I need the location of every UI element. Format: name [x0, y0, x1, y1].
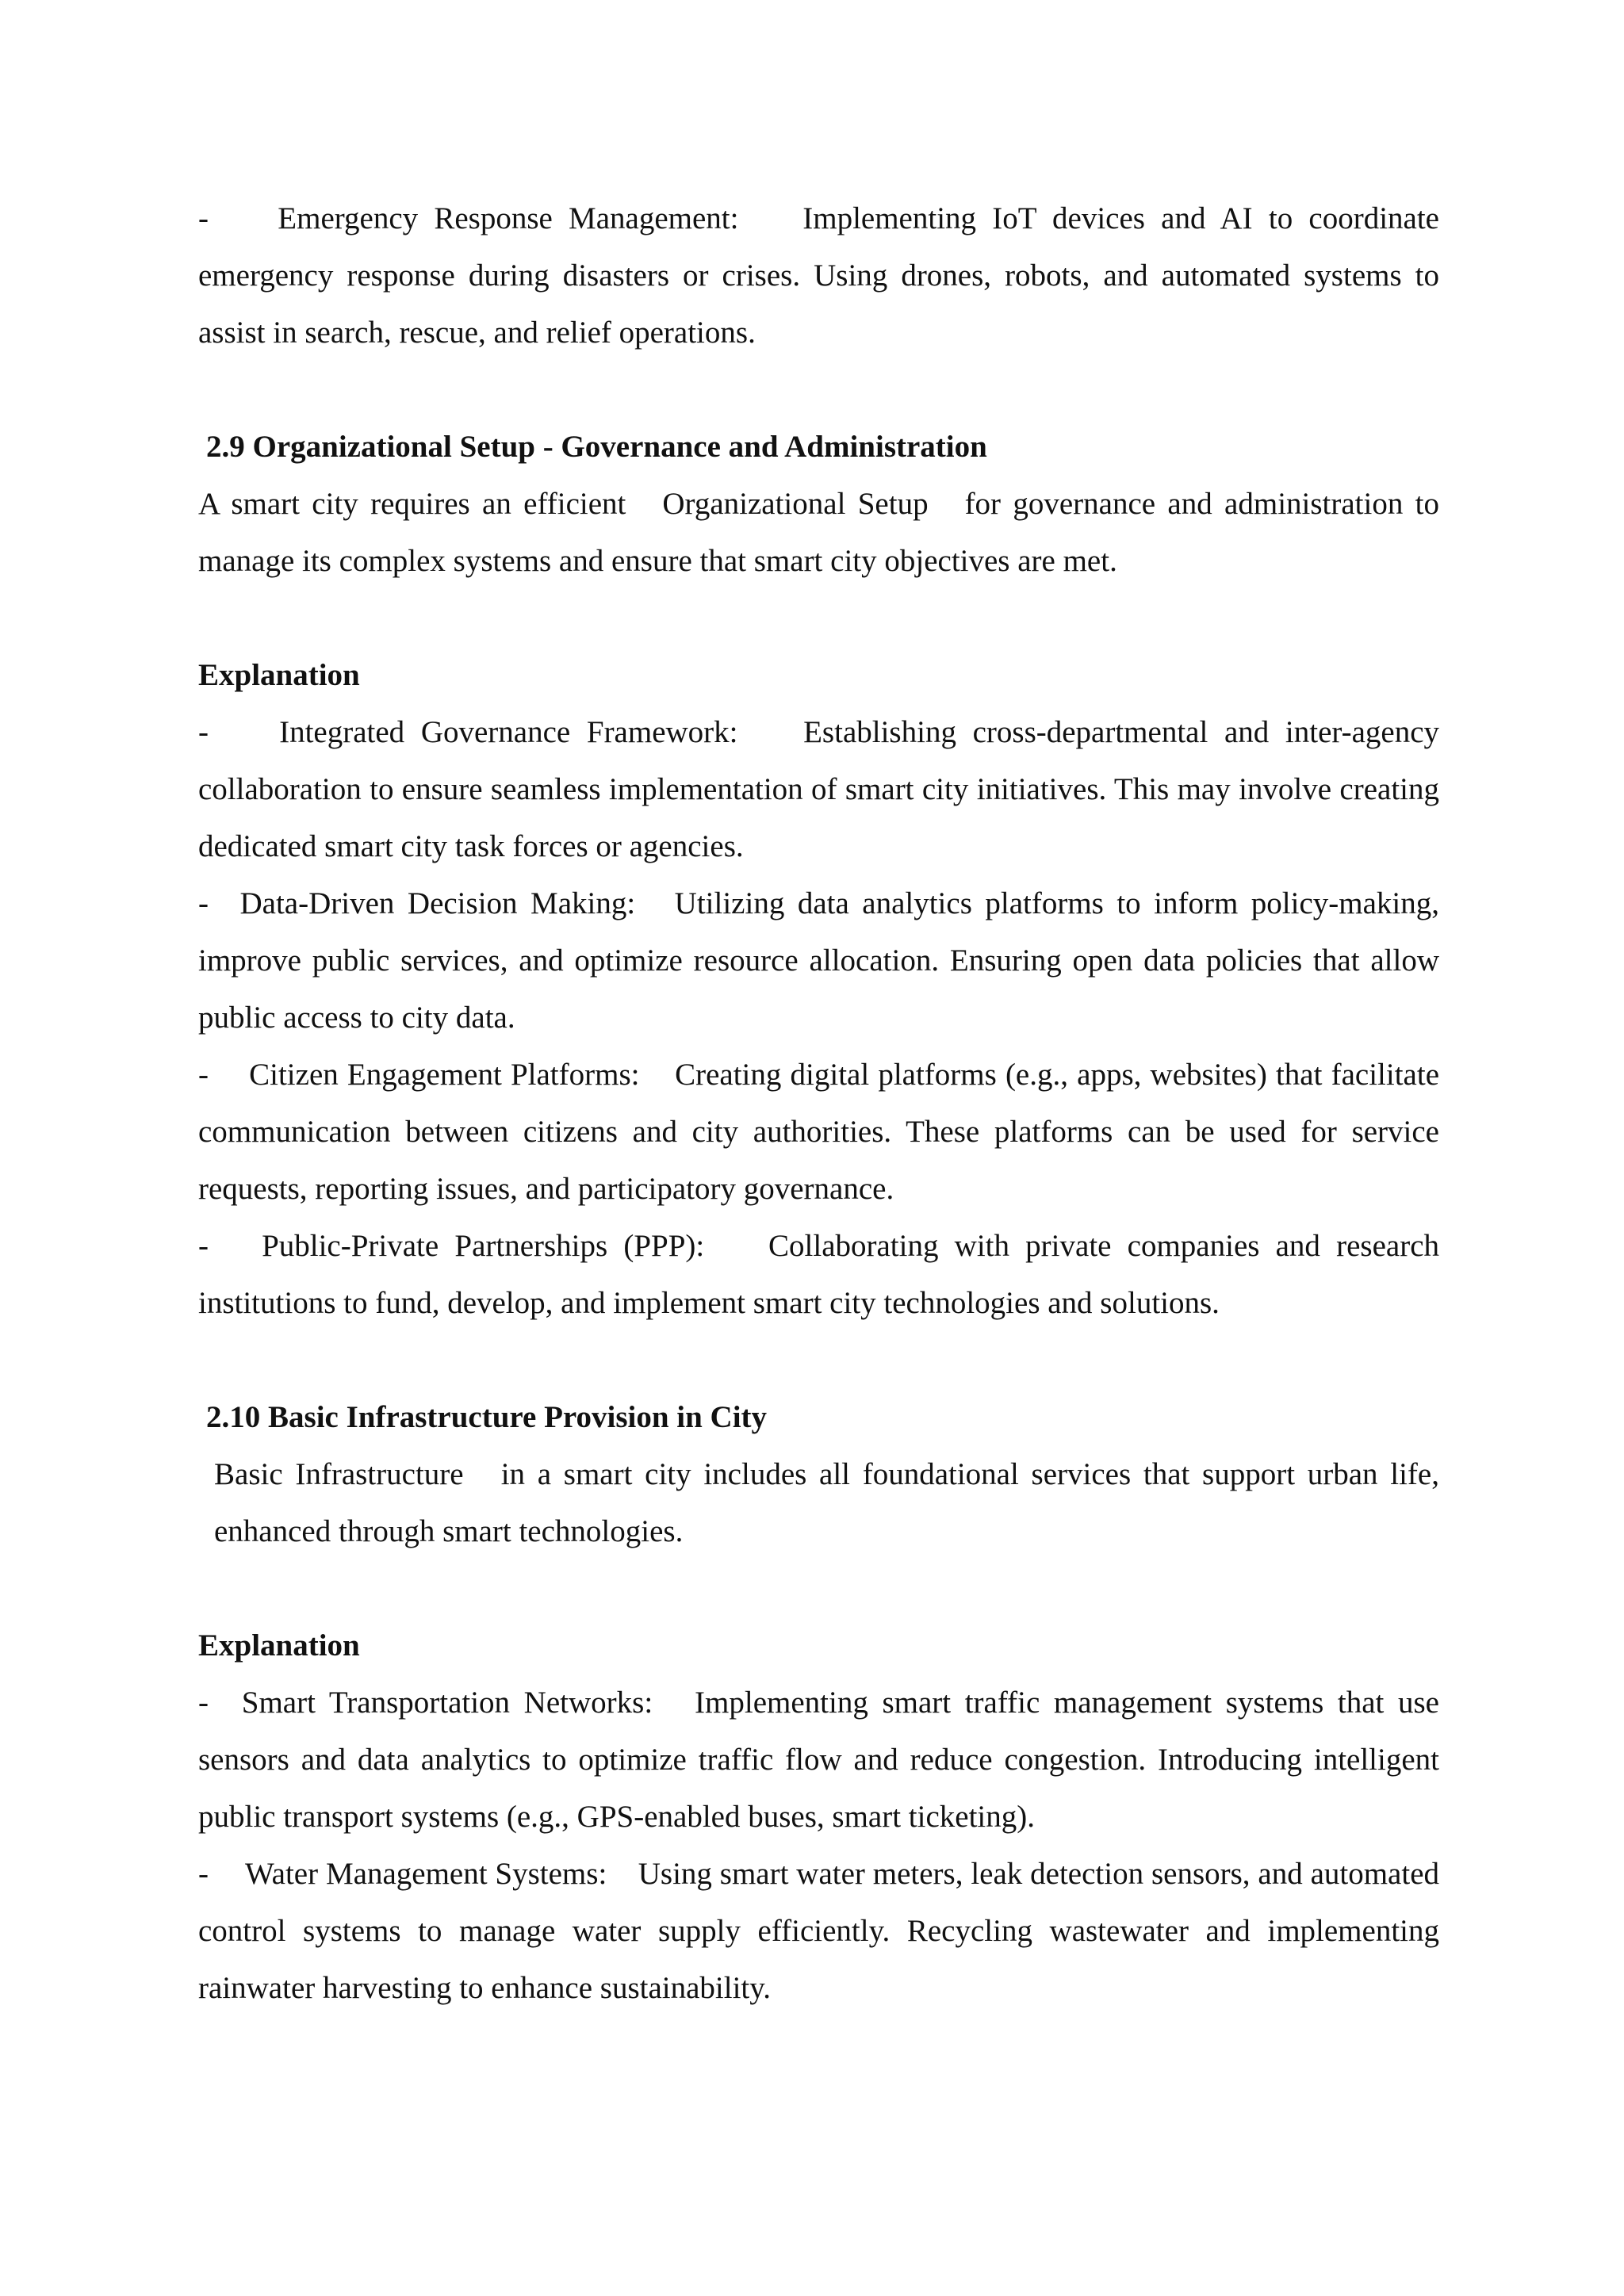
- intro-before: A smart city requires an efficient: [198, 487, 626, 521]
- spacer: [198, 1332, 1439, 1389]
- intro-after: for governance and administration to manage its complex systems and ensure that smart city objectives are met.: [198, 487, 1440, 578]
- section-2-10-intro: [198, 1446, 1439, 1560]
- item-term: Public-Private Partnerships (PPP):: [262, 1229, 705, 1263]
- item-term: Smart Transportation Networks:: [241, 1686, 653, 1720]
- intro-term: Organizational Setup: [662, 487, 929, 521]
- list-dash: -: [198, 201, 209, 235]
- intro-after: in a smart city includes all foundational services that support urban life, enhanced through smart technologies.: [214, 1457, 1439, 1548]
- list-dash: -: [198, 1058, 209, 1092]
- item-text: Establishing cross-departmental and inter-agency collaboration to ensure seamless implementation of smart city initiatives. This may involve creating dedicated smart city task forces or agencies.: [198, 715, 1440, 863]
- item-text: Using smart water meters, leak detection sensors, and automated control systems to manage water supply efficiently. Recycling wastewater and implementing rainwater harvesting to enhance sustainability.: [198, 1857, 1440, 2005]
- item-term: Emergency Response Management:: [278, 201, 739, 235]
- intro-term: Basic Infrastructure: [214, 1457, 464, 1491]
- item-text: Creating digital platforms (e.g., apps, websites) that facilitate communication between citizens and city authorities. These platforms can be used for service requests, reporting issues, and participatory governance.: [198, 1058, 1440, 1206]
- ppp-item: [198, 1218, 1439, 1332]
- list-dash: -: [198, 1686, 209, 1720]
- section-2-10-explanation-label: Explanation: [198, 1628, 360, 1663]
- water-management-item: [198, 1846, 1439, 2017]
- item-term: Data-Driven Decision Making:: [239, 886, 636, 920]
- page-content: [198, 190, 1439, 2017]
- emergency-response-item: [198, 190, 1439, 362]
- spacer: [198, 590, 1439, 647]
- spacer: [198, 362, 1439, 419]
- item-term: Citizen Engagement Platforms:: [249, 1058, 640, 1092]
- citizen-engagement-item: [198, 1047, 1439, 1218]
- list-dash: -: [198, 1857, 209, 1891]
- item-text: Collaborating with private companies and research institutions to fund, develop, and implement smart city technologies and solutions.: [198, 1229, 1440, 1320]
- spacer: [198, 1560, 1439, 1617]
- smart-transportation-item: [198, 1674, 1439, 1846]
- section-2-9-heading: 2.9 Organizational Setup - Governance and Administration: [206, 430, 987, 464]
- list-dash: -: [198, 715, 209, 749]
- item-text: Implementing smart traffic management systems that use sensors and data analytics to optimize traffic flow and reduce congestion. Introducing intelligent public transport systems (e.g., GPS-enabled buses, smart ticketing).: [198, 1686, 1439, 1834]
- item-term: Integrated Governance Framework:: [279, 715, 738, 749]
- data-driven-item: [198, 875, 1439, 1047]
- list-dash: -: [198, 1229, 209, 1263]
- item-term: Water Management Systems:: [244, 1857, 607, 1891]
- item-text: Implementing IoT devices and AI to coordinate emergency response during disasters or crises. Using drones, robots, and automated systems to assist in search, rescue, and relief operations.: [198, 201, 1439, 350]
- section-2-9-intro: [198, 476, 1439, 590]
- list-dash: -: [198, 886, 209, 920]
- governance-framework-item: [198, 704, 1439, 875]
- item-text: Utilizing data analytics platforms to inform policy-making, improve public services, and optimize resource allocation. Ensuring open data policies that allow public access to city data.: [198, 886, 1440, 1035]
- section-2-9-explanation-label: Explanation: [198, 658, 360, 692]
- section-2-10-heading: 2.10 Basic Infrastructure Provision in City: [206, 1400, 768, 1434]
